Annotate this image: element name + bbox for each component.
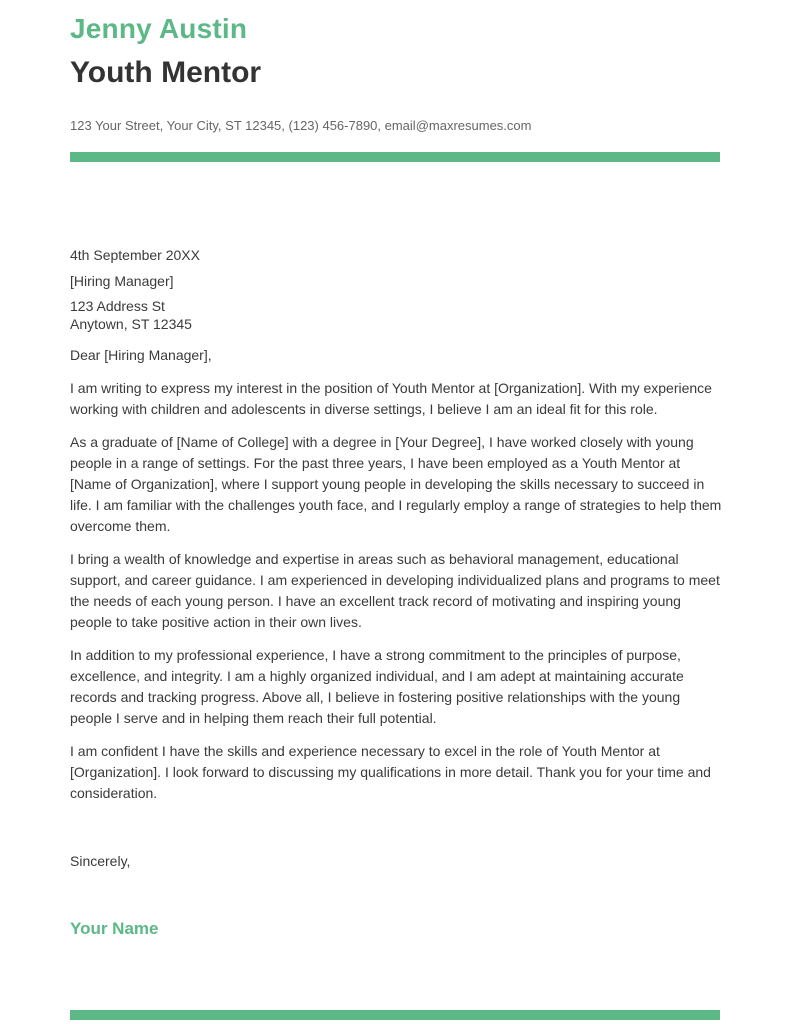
closing-phrase: Sincerely, bbox=[70, 853, 131, 869]
salutation: Dear [Hiring Manager], bbox=[70, 347, 212, 363]
recipient-name: [Hiring Manager] bbox=[70, 273, 174, 289]
letter-date: 4th September 20XX bbox=[70, 247, 200, 263]
job-title: Youth Mentor bbox=[70, 56, 262, 89]
paragraph-expertise: I bring a wealth of knowledge and expertise in areas such as behavioral management, educational support, and career guidance. I am experienced in developing individualized plans and programs to meet the needs of each young person. I have an excellent track record of motivating and inspiring young people to take positive action in their own lives. bbox=[70, 551, 720, 630]
paragraph-closing: I am confident I have the skills and experience necessary to excel in the role of Youth Mentor at [Organization]. I look forward to discussing my qualifications in more detail. Thank you for your time and consideration. bbox=[70, 743, 711, 801]
address-line-2: Anytown, ST 12345 bbox=[70, 316, 192, 332]
applicant-name: Jenny Austin bbox=[70, 13, 248, 44]
paragraph-experience: As a graduate of [Name of College] with a degree in [Your Degree], I have worked closely with young people in a range of settings. For the past three years, I have been employed as a Youth Mentor at [Name of Organization], where I support young people in developing the skills necessary to succeed in life. I am familiar with the challenges youth face, and I regularly employ a range of strategies to help them overcome them. bbox=[70, 434, 722, 534]
footer-divider bbox=[70, 1010, 720, 1020]
header-divider bbox=[70, 152, 720, 162]
recipient-address bbox=[70, 297, 725, 333]
contact-info: 123 Your Street, Your City, ST 12345, (123) 456-7890, email@maxresumes.com bbox=[70, 118, 532, 133]
paragraph-intro: I am writing to express my interest in the position of Youth Mentor at [Organization]. With my experience working with children and adolescents in diverse settings, I believe I am an ideal fit for this role. bbox=[70, 380, 712, 417]
signature-name: Your Name bbox=[70, 919, 159, 938]
address-line-1: 123 Address St bbox=[70, 298, 165, 314]
paragraph-commitment: In addition to my professional experience, I have a strong commitment to the principles of purpose, excellence, and integrity. I am a highly organized individual, and I am adept at maintaining accurate records and tracking progress. Above all, I believe in fostering positive relationships with the young people I serve and in helping them reach their full potential. bbox=[70, 647, 684, 726]
